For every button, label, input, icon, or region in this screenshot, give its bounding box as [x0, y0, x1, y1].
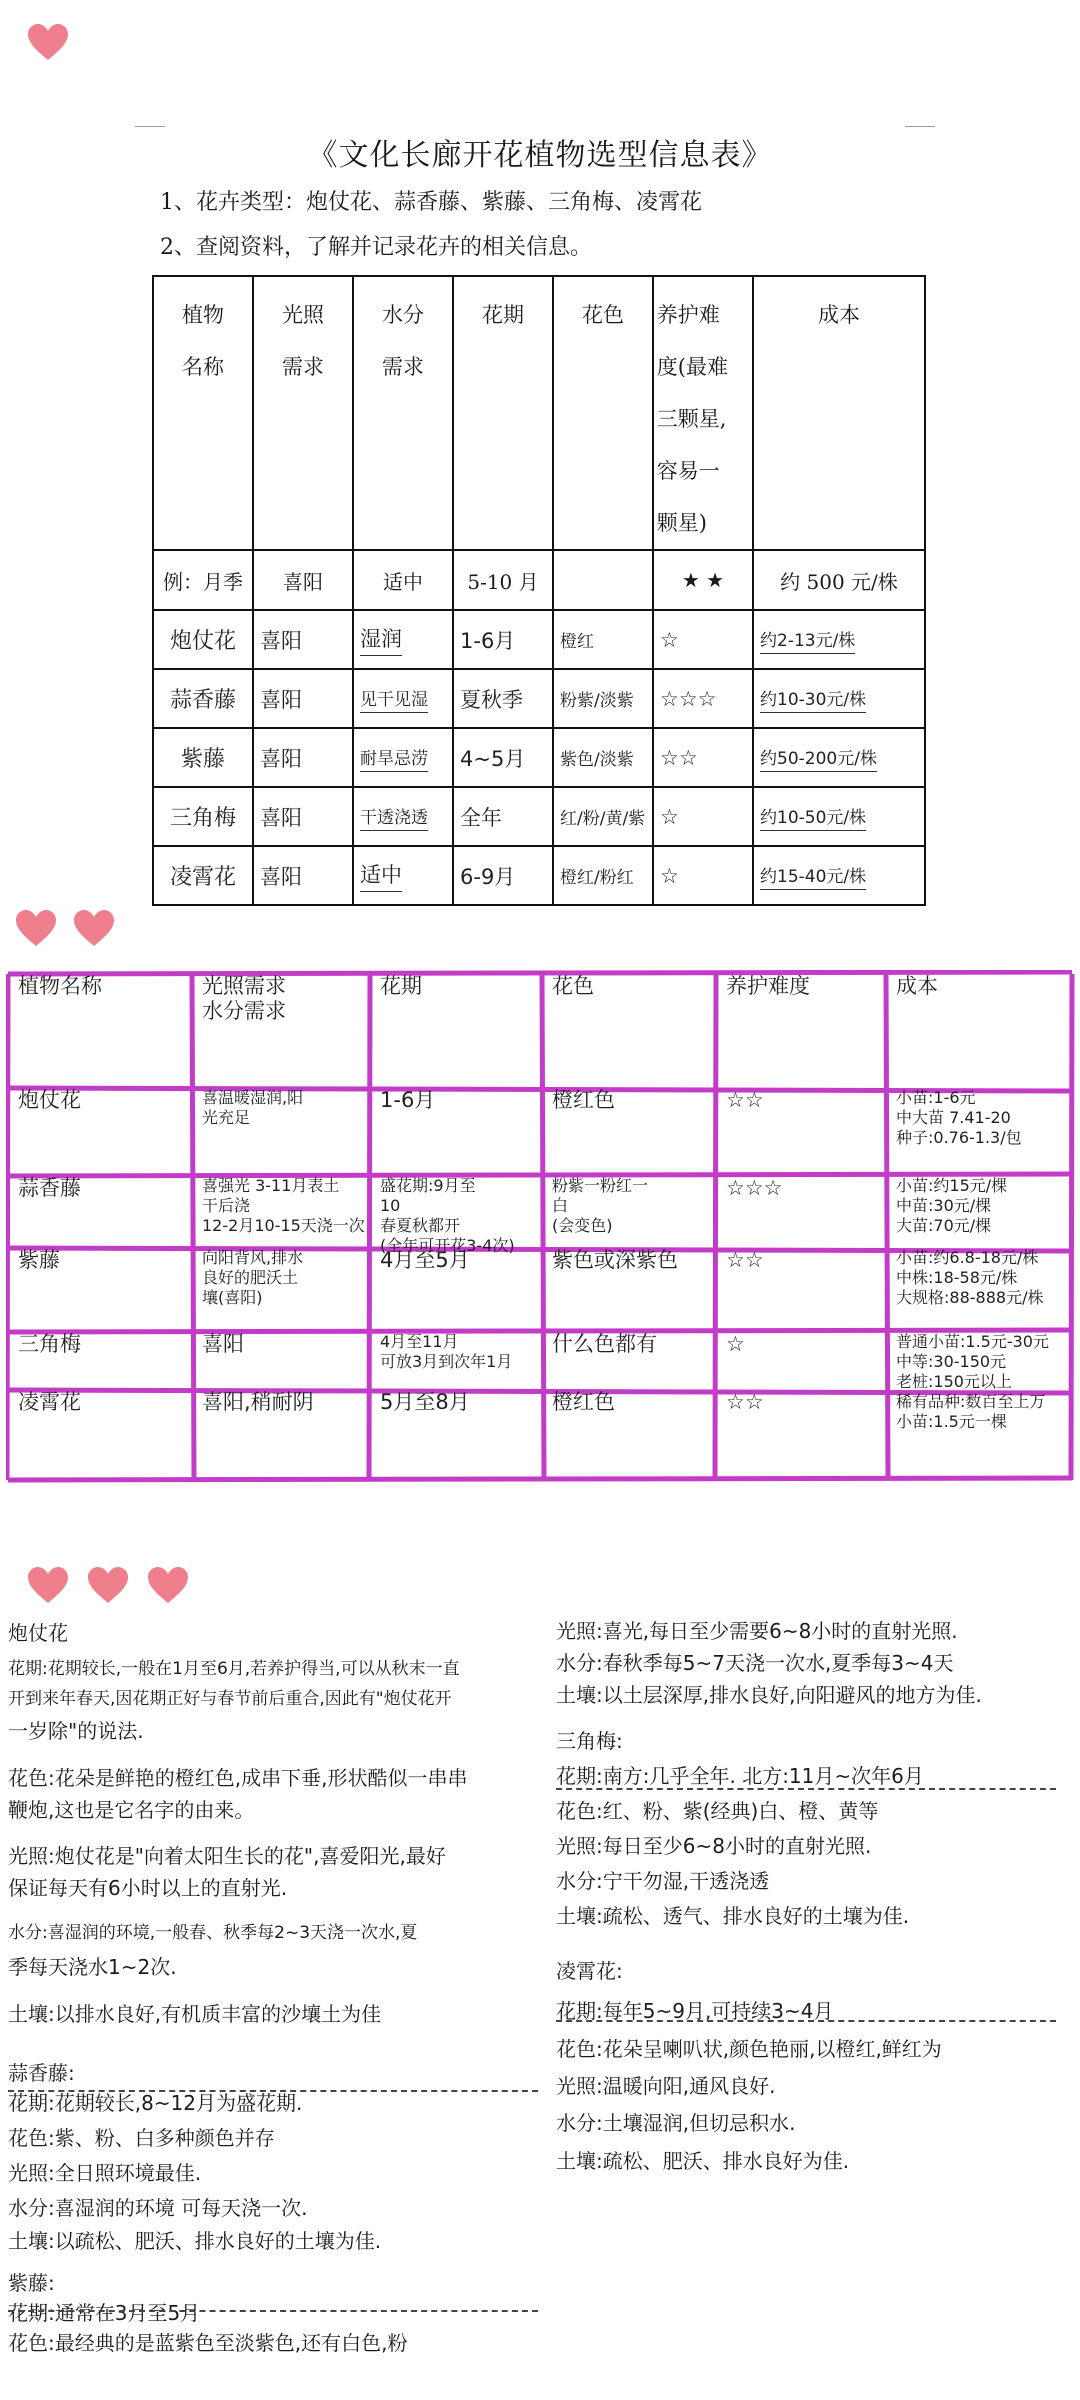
table-header-cell — [253, 276, 353, 550]
header-text: 花色 — [582, 303, 624, 327]
cell-text: 干透浇透 — [360, 803, 428, 831]
grid-cell-text: 蒜香藤 — [18, 1176, 81, 1200]
table-header-cell — [553, 276, 653, 550]
cell-text: 橙红 — [560, 632, 594, 652]
cell-text: 紫藤 — [180, 747, 225, 772]
table-cell — [353, 787, 453, 846]
dashed-separator — [8, 2090, 538, 2092]
note-line: 保证每天有6小时以上的直射光. — [8, 1876, 288, 1900]
table-cell — [153, 669, 253, 728]
note-line: 土壤:以疏松、肥沃、排水良好的土壤为佳. — [8, 2229, 382, 2253]
note-line: 水分:喜湿润的环境 可每天浇一次. — [8, 2196, 308, 2220]
dashed-separator — [556, 1788, 1056, 1790]
note-line: 光照:每日至少6~8小时的直射光照. — [556, 1834, 872, 1858]
table-header-cell — [753, 276, 925, 550]
table-cell — [453, 728, 553, 787]
note-line: 凌霄花: — [556, 1959, 623, 1983]
grid-cell-text: 4月至11月 可放3月到次年1月 — [380, 1332, 513, 1371]
note-line: 光照:全日照环境最佳. — [8, 2161, 202, 2185]
note-line: 土壤:疏松、透气、排水良好的土壤为佳. — [556, 1904, 910, 1928]
cell-text: 紫色/淡紫 — [560, 750, 634, 770]
table-row — [153, 787, 925, 846]
document-title: 《文化长廊开花植物选型信息表》 — [307, 138, 773, 173]
header-text: 光照 — [282, 303, 324, 327]
header-text: 花期 — [482, 303, 524, 327]
note-line: 花期:通常在3月至5月 — [8, 2301, 201, 2325]
cell-text: 适中 — [360, 859, 402, 892]
cell-text: 红/粉/黄/紫 — [560, 809, 646, 829]
table-cell — [253, 669, 353, 728]
grid-vertical-line — [715, 974, 716, 1480]
table-cell — [753, 669, 925, 728]
table-cell — [653, 669, 753, 728]
grid-cell-text: 小苗:1-6元 中大苗 7.41-20 种子:0.76-1.3/包 — [896, 1088, 1022, 1147]
cell-text: 约10-50元/株 — [760, 803, 866, 831]
note-line: 鞭炮,这也是它名字的由来。 — [8, 1798, 255, 1822]
table-cell — [153, 787, 253, 846]
note-line: 花色:最经典的是蓝紫色至淡紫色,还有白色,粉 — [8, 2331, 408, 2355]
table-cell — [553, 669, 653, 728]
grid-cell-text: 小苗:约15元/棵 中苗:30元/棵 大苗:70元/棵 — [896, 1176, 1008, 1235]
grid-cell-text: 向阳背风,排水 良好的肥沃土 壤(喜阳) — [202, 1248, 304, 1307]
printed-info-sheet — [0, 60, 1080, 890]
table-cell — [753, 610, 925, 669]
note-line: 土壤:疏松、肥沃、排水良好为佳. — [556, 2149, 850, 2173]
note-line: 花色:红、粉、紫(经典)白、橙、黄等 — [556, 1799, 879, 1823]
note-line: 一岁除"的说法. — [8, 1719, 144, 1743]
table-cell — [253, 846, 353, 905]
dashed-separator — [556, 2020, 1056, 2022]
table-cell — [153, 610, 253, 669]
note-line: 季每天浇水1~2次. — [8, 1955, 177, 1979]
grid-cell-text: 养护难度 — [726, 974, 810, 998]
note-line: 水分:喜湿润的环境,一般春、秋季每2~3天浇一次水,夏 — [8, 1923, 418, 1943]
cell-text: 蒜香藤 — [169, 688, 236, 713]
cell-text: 耐旱忌涝 — [360, 744, 428, 772]
table-row — [153, 669, 925, 728]
cell-text: ☆ — [660, 627, 679, 652]
header-text: 名称 — [182, 355, 224, 379]
header-text: 需求 — [282, 355, 324, 379]
cell-text: 喜阳 — [260, 864, 302, 889]
grid-cell-text: 橙红色 — [552, 1390, 615, 1414]
grid-cell-text: 喜阳 — [202, 1332, 244, 1356]
cell-text: 粉紫/淡紫 — [560, 691, 634, 711]
note-line: 三角梅: — [556, 1729, 623, 1753]
table-cell — [753, 728, 925, 787]
grid-cell-text: 喜阳,稍耐阴 — [202, 1390, 314, 1414]
cell-text: 约2-13元/株 — [760, 626, 855, 654]
grid-cell-text: ☆☆ — [726, 1088, 764, 1112]
table-cell — [653, 610, 753, 669]
printed-table — [152, 275, 926, 906]
cell-text: 三角梅 — [169, 806, 236, 831]
table-cell — [353, 610, 453, 669]
table-cell — [753, 787, 925, 846]
grid-cell-text: ☆ — [726, 1332, 745, 1356]
grid-cell-text: 植物名称 — [18, 974, 102, 998]
grid-cell-text: 橙红色 — [552, 1088, 615, 1112]
grid-cell-text: 喜强光 3-11月表土 干后浇 12-2月10-15天浇一次 — [202, 1176, 365, 1235]
table-cell — [653, 787, 753, 846]
grid-vertical-line — [886, 974, 888, 1480]
heart-icon — [72, 908, 116, 948]
header-text: 需求 — [382, 355, 424, 379]
header-text: 水分 — [382, 303, 424, 327]
note-line: 土壤:以排水良好,有机质丰富的沙壤土为佳 — [8, 2002, 382, 2026]
grid-cell-text: 紫藤 — [18, 1248, 60, 1272]
table-cell: 约 500 元/株 — [753, 550, 925, 610]
cell-text: 约10-30元/株 — [760, 685, 866, 713]
note-line: 花期:花期较长,8~12月为盛花期. — [8, 2091, 303, 2115]
heart-icon — [26, 22, 70, 62]
note-line: 水分:宁干勿湿,干透浇透 — [556, 1869, 770, 1893]
cell-text: ☆ — [660, 804, 679, 829]
cell-text: 1-6月 — [460, 628, 516, 653]
note-line: 光照:喜光,每日至少需要6~8小时的直射光照. — [556, 1619, 958, 1643]
grid-vertical-line — [1071, 974, 1072, 1480]
cell-text: 约15-40元/株 — [760, 862, 866, 890]
grid-cell-text: 三角梅 — [18, 1332, 81, 1356]
table-row — [153, 610, 925, 669]
header-text: 度(最难 — [656, 355, 728, 379]
table-cell — [653, 846, 753, 905]
grid-cell-text: 成本 — [896, 974, 938, 998]
grid-cell-text: 什么色都有 — [552, 1332, 657, 1356]
table-cell — [353, 846, 453, 905]
instruction-line-1: 1、花卉类型：炮仗花、蒜香藤、紫藤、三角梅、凌霄花 — [160, 190, 702, 215]
grid-cell-text: 炮仗花 — [18, 1088, 81, 1112]
note-line: 水分:春秋季每5~7天浇一次水,夏季每3~4天 — [556, 1651, 954, 1675]
table-cell: 5-10 月 — [453, 550, 553, 610]
dashed-separator — [8, 2310, 538, 2312]
cell-text: ☆ — [660, 863, 679, 888]
grid-cell-text: 普通小苗:1.5元-30元 中等:30-150元 老桩:150元以上 稀有品种:数百至上万 小苗:1.5元一棵 — [896, 1332, 1049, 1431]
grid-cell-text: 喜温暖湿润,阳 光充足 — [202, 1088, 304, 1127]
note-line: 开到来年春天,因花期正好与春节前后重合,因此有"炮仗花开 — [8, 1689, 452, 1709]
grid-cell-text: 花期 — [380, 974, 422, 998]
grid-cell-text: 光照需求 水分需求 — [202, 974, 286, 1024]
cell-text: 橙红/粉红 — [560, 868, 634, 888]
grid-vertical-line — [7, 974, 8, 1480]
note-line: 光照:炮仗花是"向着太阳生长的花",喜爱阳光,最好 — [8, 1844, 446, 1868]
cell-text: 约50-200元/株 — [760, 744, 877, 772]
table-cell — [253, 728, 353, 787]
note-line: 水分:土壤湿润,但切忌积水. — [556, 2111, 796, 2135]
cell-text: 凌霄花 — [169, 865, 236, 890]
table-cell — [353, 728, 453, 787]
cell-text: 喜阳 — [260, 687, 302, 712]
table-cell — [453, 610, 553, 669]
table-cell: 喜阳 — [253, 550, 353, 610]
table-cell — [153, 846, 253, 905]
heart-icon — [14, 908, 58, 948]
instruction-line-2: 2、查阅资料，了解并记录花卉的相关信息。 — [160, 235, 592, 260]
note-line: 花色:紫、粉、白多种颜色并存 — [8, 2126, 275, 2150]
cell-text: 全年 — [460, 805, 502, 830]
grid-cell-text: 盛花期:9月至 10 春夏秋都开 (全年可开花3-4次) — [380, 1176, 515, 1255]
header-text: 容易一 — [656, 459, 720, 483]
grid-cell-text: ☆☆ — [726, 1248, 764, 1272]
note-line: 紫藤: — [8, 2271, 55, 2295]
handwritten-notes — [0, 1560, 1080, 2400]
grid-cell-text: ☆☆☆ — [726, 1176, 783, 1200]
corner-mark-right — [905, 115, 935, 127]
note-line: 花色:花朵呈喇叭状,颜色艳丽,以橙红,鲜红为 — [556, 2037, 942, 2061]
header-text: 养护难 — [656, 303, 720, 327]
table-cell — [653, 728, 753, 787]
grid-cell-text: 紫色或深紫色 — [552, 1248, 678, 1272]
cell-text: 湿润 — [360, 623, 402, 656]
table-cell: 例：月季 — [153, 550, 253, 610]
table-cell — [453, 787, 553, 846]
note-line: 炮仗花 — [8, 1621, 68, 1645]
header-text: 颗星) — [656, 511, 707, 535]
note-line: 土壤:以土层深厚,排水良好,向阳避风的地方为佳. — [556, 1683, 982, 1707]
cell-text: 喜阳 — [260, 746, 302, 771]
table-cell: ★ ★ — [653, 550, 753, 610]
cell-text: ☆☆☆ — [660, 686, 717, 711]
purple-grid-table — [0, 960, 1080, 1540]
table-row — [153, 728, 925, 787]
table-cell — [553, 846, 653, 905]
cell-text: 喜阳 — [260, 805, 302, 830]
cell-text: 夏秋季 — [460, 687, 523, 712]
table-cell — [353, 669, 453, 728]
note-line: 花期:南方:几乎全年. 北方:11月~次年6月 — [556, 1764, 924, 1788]
table-cell — [553, 787, 653, 846]
grid-vertical-line — [542, 974, 544, 1480]
grid-cell-text: 小苗:约6.8-18元/株 中株:18-58元/株 大规格:88-888元/株 — [896, 1248, 1044, 1307]
table-cell — [753, 846, 925, 905]
table-cell — [253, 787, 353, 846]
grid-cell-text: ☆☆ — [726, 1390, 764, 1414]
table-header-cell — [153, 276, 253, 550]
table-cell — [553, 550, 653, 610]
header-text: 成本 — [818, 303, 860, 327]
grid-vertical-line — [369, 974, 370, 1480]
note-line: 花期:每年5~9月,可持续3~4月 — [556, 1999, 834, 2023]
table-header-cell — [453, 276, 553, 550]
table-cell: 适中 — [353, 550, 453, 610]
note-line: 花期:花期较长,一般在1月至6月,若养护得当,可以从秋末一直 — [8, 1659, 460, 1679]
cell-text: 4~5月 — [460, 746, 526, 771]
table-header-cell — [353, 276, 453, 550]
table-cell — [453, 669, 553, 728]
table-row — [153, 846, 925, 905]
header-text: 三颗星, — [656, 407, 727, 431]
cell-text: 炮仗花 — [169, 629, 236, 654]
header-text: 植物 — [182, 303, 224, 327]
table-cell — [553, 728, 653, 787]
example-row — [153, 550, 925, 610]
table-cell — [153, 728, 253, 787]
grid-cell-text: 5月至8月 — [380, 1390, 470, 1414]
grid-cell-text: 4月至5月 — [380, 1248, 470, 1272]
table-cell — [253, 610, 353, 669]
note-line: 蒜香藤: — [8, 2061, 75, 2085]
cell-text: ☆☆ — [660, 745, 698, 770]
grid-vertical-line — [192, 974, 194, 1480]
grid-cell-text: 1-6月 — [380, 1088, 436, 1112]
table-cell — [453, 846, 553, 905]
grid-cell-text: 粉紫一粉红一 白 (会变色) — [552, 1176, 649, 1235]
note-line: 花色:花朵是鲜艳的橙红色,成串下垂,形状酷似一串串 — [8, 1766, 468, 1790]
cell-text: 6-9月 — [460, 864, 516, 889]
cell-text: 喜阳 — [260, 628, 302, 653]
table-header-cell — [653, 276, 753, 550]
grid-horizontal-line — [8, 1478, 1072, 1480]
grid-cell-text: 凌霄花 — [18, 1390, 81, 1414]
grid-cell-text: 花色 — [552, 974, 594, 998]
note-line: 光照:温暖向阳,通风良好. — [556, 2074, 776, 2098]
corner-mark-left — [135, 115, 165, 127]
table-cell — [553, 610, 653, 669]
cell-text: 见干见湿 — [360, 685, 428, 713]
